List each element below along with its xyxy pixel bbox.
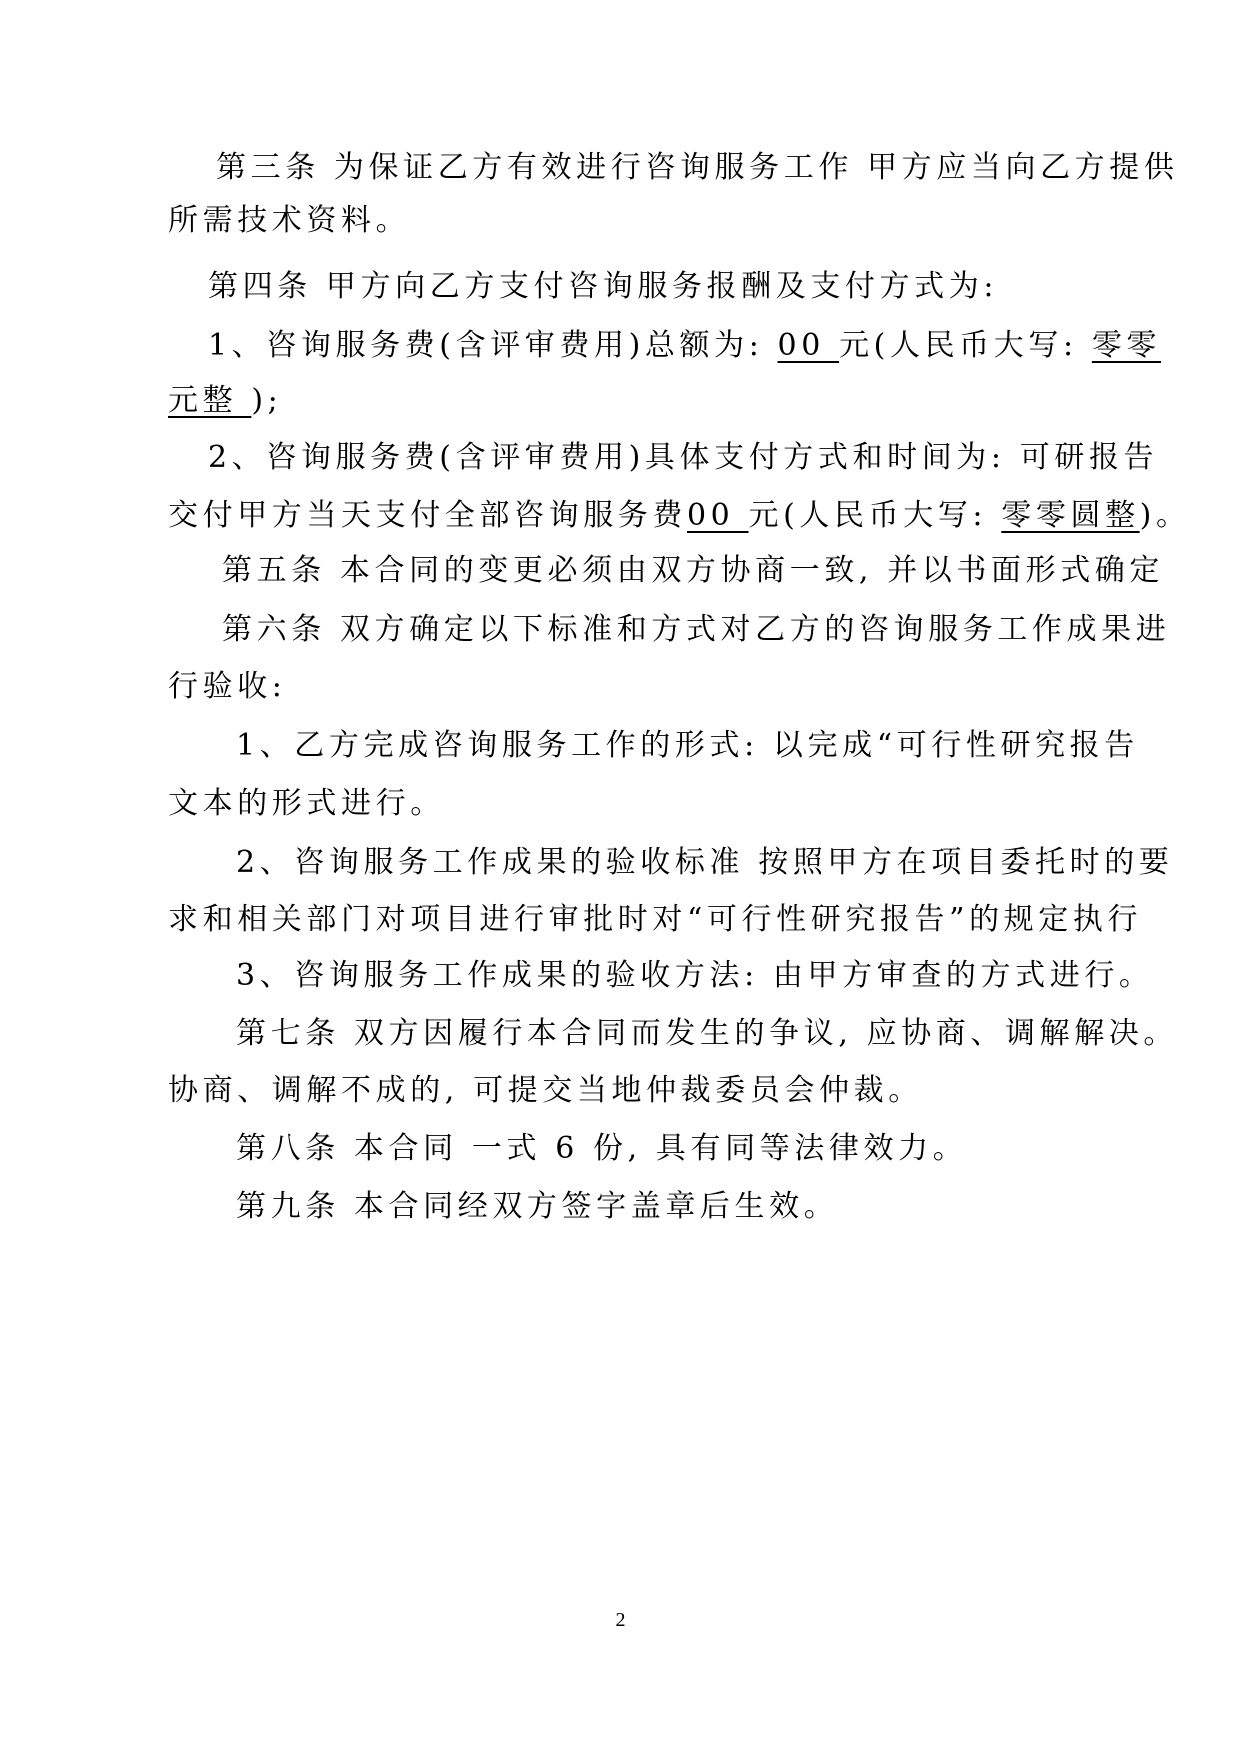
article-5: 第五条 本合同的变更必须由双方协商一致, 并以书面形式确定 bbox=[222, 553, 1165, 588]
article-9: 第九条 本合同经双方签字盖章后生效。 bbox=[236, 1189, 839, 1224]
total-amount: 00 bbox=[777, 328, 840, 363]
payment-item-2-line-2 bbox=[168, 494, 1191, 538]
acceptance-item-3: 3、咨询服务工作成果的验收方法: 由甲方审查的方式进行。 bbox=[236, 958, 1154, 993]
payment-item-1-line-2 bbox=[168, 379, 282, 423]
payment-amount: 00 bbox=[687, 498, 749, 533]
payment-item-2-end: )。 bbox=[1139, 498, 1191, 533]
payment-amount-words: 零零圆整 bbox=[1001, 498, 1140, 533]
acceptance-item-1-line-1: 1、乙方完成咨询服务工作的形式: 以完成“可行性研究报告 bbox=[236, 728, 1139, 763]
article-3-line-2: 所需技术资料。 bbox=[168, 203, 411, 238]
article-4-line-1: 第四条 甲方向乙方支付咨询服务报酬及支付方式为: bbox=[208, 269, 999, 304]
article-8: 第八条 本合同 一式 6 份, 具有同等法律效力。 bbox=[236, 1131, 968, 1166]
payment-item-1-mid: 元(人民币大写: bbox=[839, 328, 1092, 363]
total-amount-words: 零零 bbox=[1091, 328, 1162, 363]
article-6-line-2: 行验收: bbox=[168, 669, 287, 704]
payment-item-1-prefix: 1、咨询服务费(含评审费用)总额为: bbox=[208, 328, 778, 363]
article-7-line-2: 协商、调解不成的, 可提交当地仲裁委员会仲裁。 bbox=[168, 1073, 923, 1108]
article-3-line-1: 第三条 为保证乙方有效进行咨询服务工作 甲方应当向乙方提供 bbox=[216, 150, 1179, 185]
payment-item-2-line-1: 2、咨询服务费(含评审费用)具体支付方式和时间为: 可研报告 bbox=[208, 440, 1159, 475]
payment-item-2-mid: 元(人民币大写: bbox=[748, 498, 1002, 533]
acceptance-item-2-line-1: 2、咨询服务工作成果的验收标准 按照甲方在项目委托时的要 bbox=[236, 845, 1174, 880]
article-6-line-1: 第六条 双方确定以下标准和方式对乙方的咨询服务工作成果进 bbox=[222, 612, 1171, 647]
article-7-line-1: 第七条 双方因履行本合同而发生的争议, 应协商、调解解决。 bbox=[236, 1016, 1179, 1051]
payment-item-1-end: ); bbox=[251, 383, 283, 418]
acceptance-item-2-line-2: 求和相关部门对项目进行审批时对“可行性研究报告”的规定执行 bbox=[168, 902, 1143, 937]
payment-item-2-prefix: 交付甲方当天支付全部咨询服务费 bbox=[168, 498, 687, 533]
acceptance-item-1-line-2: 文本的形式进行。 bbox=[168, 786, 445, 821]
total-amount-words-cont: 元整 bbox=[168, 383, 252, 418]
page-number: 2 bbox=[615, 1609, 626, 1631]
payment-item-1-line-1 bbox=[208, 324, 1161, 368]
